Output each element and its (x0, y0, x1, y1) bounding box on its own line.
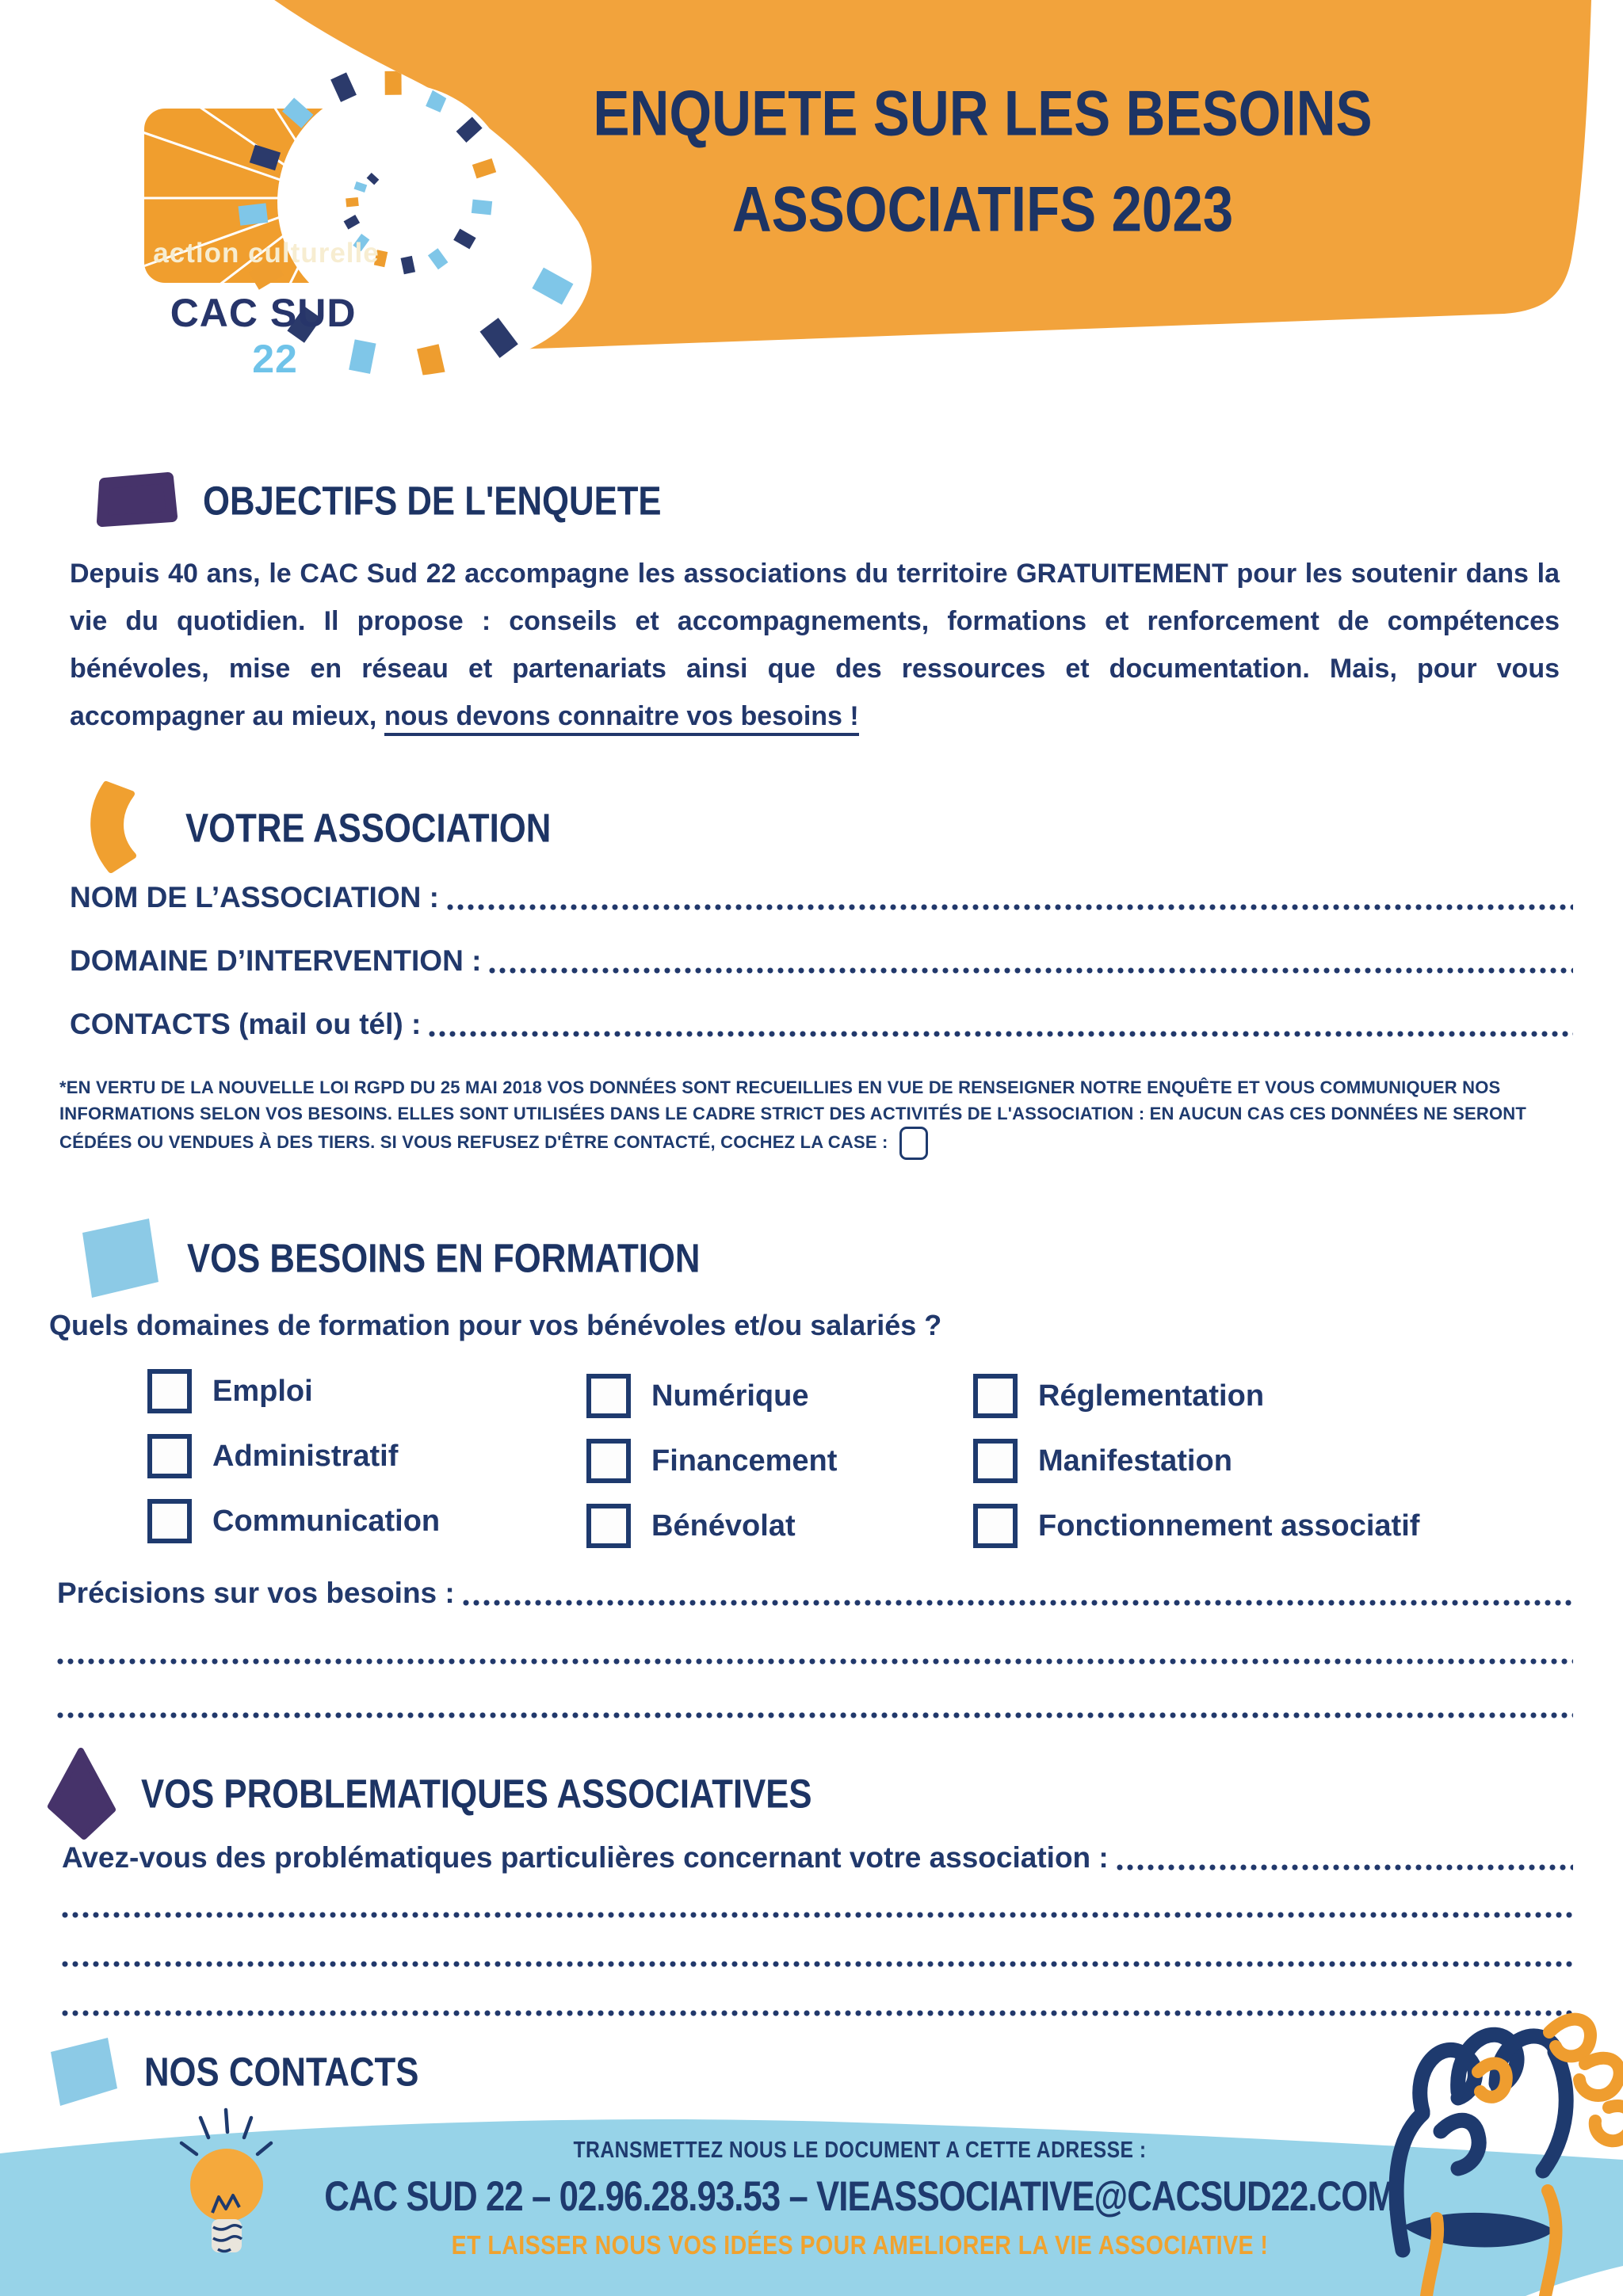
checkbox-emploi[interactable] (147, 1369, 192, 1413)
formation-column-1 (147, 1372, 440, 1567)
checkbox-row-numerique: Numérique (586, 1377, 837, 1415)
footer-instruction: TRANSMETTEZ NOUS LE DOCUMENT A CETTE ADRESSE : (573, 2136, 1147, 2163)
formation-icon (76, 1215, 163, 1301)
section-association-title: VOTRE ASSOCIATION (185, 805, 552, 851)
objectifs-icon (92, 471, 179, 531)
write-in-line[interactable] (489, 967, 1573, 974)
formation-question: Quels domaines de formation pour vos bénévoles et/ou salariés ? (49, 1309, 942, 1341)
problematiques-field[interactable]: Avez-vous des problématiques particulières concernant votre association : (62, 1841, 1573, 1875)
checkbox-benevolat[interactable] (586, 1504, 631, 1548)
footer-contact-info: CAC SUD 22 – 02.96.28.93.53 – VIEASSOCIATIVE@CACSUD22.COM (324, 2172, 1396, 2220)
write-in-line[interactable] (463, 1599, 1573, 1607)
checkbox-row-manifestation: Manifestation (973, 1442, 1419, 1480)
write-in-line[interactable] (62, 1911, 1573, 1919)
checkbox-row-benevolat: Bénévolat (586, 1507, 837, 1545)
lightbulb-icon (170, 2103, 297, 2270)
hands-illustration (1347, 1997, 1623, 2296)
section-objectifs (92, 471, 685, 531)
write-in-line[interactable] (429, 1030, 1573, 1038)
write-in-line[interactable] (62, 2009, 1573, 2017)
section-problematiques-title: VOS PROBLEMATIQUES ASSOCIATIVES (141, 1771, 812, 1817)
precisions-field[interactable]: Précisions sur vos besoins : (57, 1577, 1573, 1610)
checkbox-row-emploi: Emploi (147, 1372, 440, 1410)
logo-brand-name: CAC SUD (170, 291, 357, 335)
objectifs-paragraph: Depuis 40 ans, le CAC Sud 22 accompagne les associations du territoire GRATUITEMENT pour les soutenir dans la vie du quotidien. Il propose : conseils et accompagnements, formations et renforcement de compétences bénévoles, mise en réseau et partenariats ainsi que des ressources et documentation. Mais, pour vous accompagner au mieux, nous devons connaitre vos besoins ! (70, 550, 1560, 740)
logo-brand (144, 290, 406, 382)
field-contacts[interactable]: CONTACTS (mail ou tél) : (70, 1008, 1573, 1041)
write-in-line[interactable] (57, 1711, 1573, 1719)
write-in-line[interactable] (1117, 1863, 1573, 1871)
association-icon (79, 780, 162, 876)
write-in-line[interactable] (57, 1657, 1573, 1665)
problematiques-icon (44, 1748, 117, 1840)
checkbox-administratif[interactable] (147, 1434, 192, 1478)
checkbox-communication[interactable] (147, 1499, 192, 1543)
checkbox-row-fonctionnement: Fonctionnement associatif (973, 1507, 1419, 1545)
section-objectifs-title: OBJECTIFS DE L'ENQUETE (203, 478, 662, 524)
checkbox-row-reglementation: Réglementation (973, 1377, 1419, 1415)
footer-ideas-note: ET LAISSER NOUS VOS IDÉES POUR AMELIORER LA VIE ASSOCIATIVE ! (451, 2231, 1269, 2260)
page-title-line2: ASSOCIATIFS 2023 (731, 174, 1234, 246)
write-in-line[interactable] (447, 903, 1573, 911)
section-problematiques (44, 1748, 847, 1840)
section-association (79, 780, 571, 876)
page-title-line1: ENQUETE SUR LES BESOINS (593, 78, 1373, 150)
section-contacts-title: NOS CONTACTS (144, 2049, 419, 2095)
formation-column-2 (586, 1377, 837, 1572)
checkbox-row-administratif: Administratif (147, 1437, 440, 1475)
rgpd-notice: *EN VERTU DE LA NOUVELLE LOI RGPD DU 25 MAI 2018 VOS DONNÉES SONT RECUEILLIES EN VUE DE RENSEIGNER NOTRE ENQUÊTE ET VOUS COMMUNIQUER NOS INFORMATIONS SELON VOS BESOINS. ELLES SONT UTILISÉES DANS LE CADRE STRICT DES ACTIVITÉS DE L'ASSOCIATION : EN AUCUN CAS CES DONNÉES NE SERONT CÉDÉES OU VENDUES À DES TIERS. SI VOUS REFUSEZ D'ÊTRE CONTACTÉ, COCHEZ LA CASE : (59, 1074, 1581, 1160)
underlined-text: nous devons connaitre vos besoins ! (384, 701, 859, 736)
checkbox-manifestation[interactable] (973, 1439, 1018, 1483)
section-formation-title: VOS BESOINS EN FORMATION (187, 1235, 701, 1281)
page-title (526, 66, 1439, 257)
checkbox-row-financement: Financement (586, 1442, 837, 1480)
logo-brand-number: 22 (252, 337, 298, 381)
field-domaine[interactable]: DOMAINE D’INTERVENTION : (70, 944, 1573, 978)
checkbox-row-communication: Communication (147, 1502, 440, 1540)
checkbox-fonctionnement[interactable] (973, 1504, 1018, 1548)
formation-column-3 (973, 1377, 1419, 1572)
checkbox-reglementation[interactable] (973, 1374, 1018, 1418)
write-in-line[interactable] (62, 1960, 1573, 1968)
section-formation (76, 1215, 727, 1301)
checkbox-numerique[interactable] (586, 1374, 631, 1418)
logo-tagline: action culturelle (153, 238, 380, 269)
rgpd-checkbox[interactable] (899, 1127, 928, 1160)
checkbox-financement[interactable] (586, 1439, 631, 1483)
field-association-name[interactable]: NOM DE L’ASSOCIATION : (70, 881, 1573, 914)
